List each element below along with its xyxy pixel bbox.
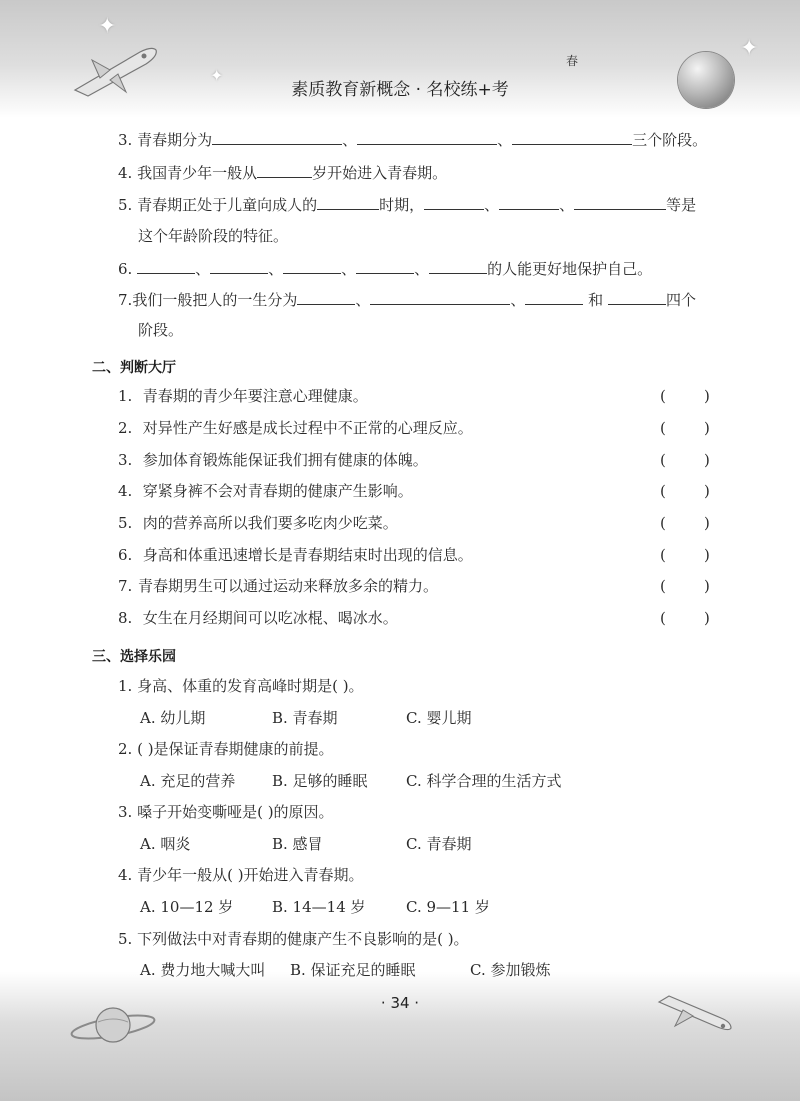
choice-option-b[interactable]: B. 青春期 xyxy=(272,709,338,727)
answer-blank[interactable] xyxy=(499,195,559,210)
fill-question-3: 3. 青春期分为 、 、 三个阶段。 xyxy=(118,131,708,149)
answer-blank[interactable] xyxy=(424,195,484,210)
choice-question: 1. 身高、体重的发育高峰时期是( )。 xyxy=(118,677,364,695)
answer-blank[interactable] xyxy=(137,259,195,274)
choice-option-a[interactable]: A. 费力地大喊大叫 xyxy=(140,961,266,979)
answer-parenthesis[interactable]: ( ) xyxy=(660,419,710,437)
space-shuttle-icon xyxy=(655,992,735,1042)
choice-option-b[interactable]: B. 足够的睡眠 xyxy=(272,772,368,790)
answer-parenthesis[interactable]: ( ) xyxy=(660,387,710,405)
choice-question: 5. 下列做法中对青春期的健康产生不良影响的是( )。 xyxy=(118,930,469,948)
choice-option-b[interactable]: B. 感冒 xyxy=(272,835,323,853)
answer-blank[interactable] xyxy=(370,290,510,305)
choice-option-a[interactable]: A. 10—12 岁 xyxy=(140,898,234,916)
choice-option-c[interactable]: C. 9—11 岁 xyxy=(406,898,490,916)
fill-question-4: 4. 我国青少年一般从 岁开始进入青春期。 xyxy=(118,164,448,182)
fill-question-7-cont: 阶段。 xyxy=(138,321,184,339)
answer-blank[interactable] xyxy=(317,195,379,210)
answer-blank[interactable] xyxy=(257,163,312,178)
answer-blank[interactable] xyxy=(525,290,583,305)
fill-question-5: 5. 青春期正处于儿童向成人的 时期， 、 、 等是 xyxy=(118,196,697,214)
judge-item: 4. 穿紧身裤不会对青春期的健康产生影响。 xyxy=(118,482,413,500)
judge-item: 7. 青春期男生可以通过运动来释放多余的精力。 xyxy=(118,577,439,595)
choice-option-c[interactable]: C. 青春期 xyxy=(406,835,472,853)
judge-item: 1. 青春期的青少年要注意心理健康。 xyxy=(118,387,368,405)
judge-item: 3. 参加体育锻炼能保证我们拥有健康的体魄。 xyxy=(118,451,428,469)
choice-option-a[interactable]: A. 幼儿期 xyxy=(140,709,206,727)
answer-blank[interactable] xyxy=(357,130,497,145)
choice-option-b[interactable]: B. 保证充足的睡眠 xyxy=(290,961,416,979)
fill-question-7: 7.我们一般把人的一生分为 、 、 和 四个 xyxy=(118,291,696,309)
choice-option-c[interactable]: C. 科学合理的生活方式 xyxy=(406,772,562,790)
sparkle-icon: ✦ xyxy=(210,66,224,85)
section-heading-judge: 二、判断大厅 xyxy=(92,360,176,376)
choice-question: 2. ( )是保证青春期健康的前提。 xyxy=(118,740,334,758)
judge-item: 2. 对异性产生好感是成长过程中不正常的心理反应。 xyxy=(118,419,473,437)
answer-blank[interactable] xyxy=(429,259,487,274)
choice-option-a[interactable]: A. 咽炎 xyxy=(140,835,191,853)
answer-blank[interactable] xyxy=(608,290,666,305)
choice-option-c[interactable]: C. 婴儿期 xyxy=(406,709,472,727)
choice-option-a[interactable]: A. 充足的营养 xyxy=(140,772,236,790)
fill-question-5-cont: 这个年龄阶段的特征。 xyxy=(138,227,289,245)
answer-parenthesis[interactable]: ( ) xyxy=(660,577,710,595)
fill-question-6: 6. 、 、 、 、 的人能更好地保护自己。 xyxy=(118,260,653,278)
judge-item: 5. 肉的营养高所以我们要多吃肉少吃菜。 xyxy=(118,514,398,532)
judge-item: 8. 女生在月经期间可以吃冰棍、喝冰水。 xyxy=(118,609,398,627)
answer-parenthesis[interactable]: ( ) xyxy=(660,609,710,627)
answer-blank[interactable] xyxy=(512,130,632,145)
answer-blank[interactable] xyxy=(210,259,268,274)
answer-blank[interactable] xyxy=(356,259,414,274)
sparkle-icon: ✦ xyxy=(740,36,759,61)
judge-item: 6. 身高和体重迅速增长是青春期结束时出现的信息。 xyxy=(118,546,473,564)
sparkle-icon: ✦ xyxy=(98,14,117,39)
section-heading-choice: 三、选择乐园 xyxy=(92,649,176,665)
season-label: 春 xyxy=(566,54,579,68)
answer-parenthesis[interactable]: ( ) xyxy=(660,482,710,500)
answer-blank[interactable] xyxy=(283,259,341,274)
page-number: · 34 · xyxy=(380,994,420,1012)
header-title: 素质教育新概念 · 名校练+考 xyxy=(291,80,509,100)
choice-option-b[interactable]: B. 14—14 岁 xyxy=(272,898,366,916)
choice-option-c[interactable]: C. 参加锻炼 xyxy=(470,961,551,979)
answer-parenthesis[interactable]: ( ) xyxy=(660,514,710,532)
choice-question: 4. 青少年一般从( )开始进入青春期。 xyxy=(118,866,364,884)
answer-blank[interactable] xyxy=(297,290,355,305)
answer-blank[interactable] xyxy=(574,195,666,210)
answer-blank[interactable] xyxy=(212,130,342,145)
answer-parenthesis[interactable]: ( ) xyxy=(660,451,710,469)
answer-parenthesis[interactable]: ( ) xyxy=(660,546,710,564)
choice-question: 3. 嗓子开始变嘶哑是( )的原因。 xyxy=(118,803,334,821)
